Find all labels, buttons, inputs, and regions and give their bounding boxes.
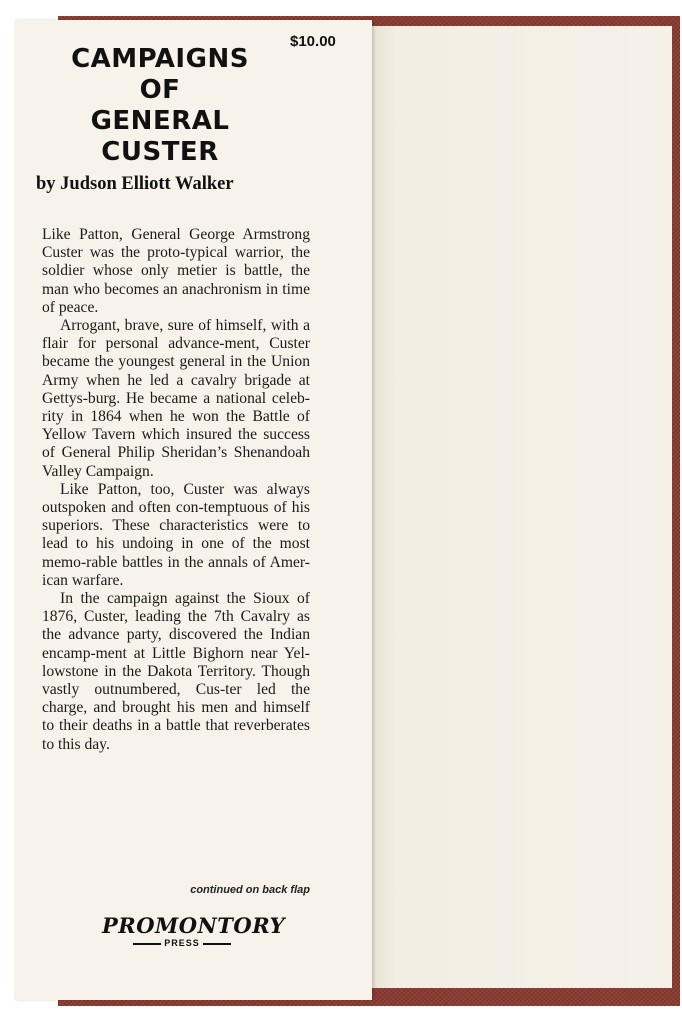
flap-description [42,226,310,754]
paragraph: Like Patton, too, Custer was always outspoken and often con-temptuous of his superiors. These characteristics were to lead to his undoing in one of the most memo-rable battles in the annals of Amer-ican warfare. [42,480,310,589]
paragraph: In the campaign against the Sioux of 1876, Custer, leading the 7th Cavalry as the advance party, discovered the Indian encamp-ment at Little Bighorn near Yel-lowstone in the Dakota Territory. Though vastly outnumbered, Cus-ter led the charge, and brought his men and himself to their deaths in a battle that reverberates to this day. [42,590,310,753]
publisher-sub: PRESS [102,938,262,948]
price-label: $10.00 [290,33,336,50]
book-title [40,44,280,168]
title-line: GENERAL [90,106,230,136]
title-line: OF [139,75,181,105]
continued-note: continued on back flap [190,884,310,896]
publisher-name: PROMONTORY [102,913,285,938]
endpaper [366,26,672,988]
paragraph: Arrogant, brave, sure of himself, with a flair for personal advance-ment, Custer became the youngest general in the Union Army when he led a cavalry brigade at Gettys-burg. He became a national celeb-rity in 1864 when he won the Battle of Yellow Tavern which insured the success of General Philip Sheridan’s Shenandoah Valley Campaign. [42,317,310,480]
paragraph: Like Patton, General George Armstrong Custer was the proto-typical warrior, the soldier whose only metier is battle, the man who becomes an anachronism in time of peace. [42,226,310,316]
title-line: CUSTER [101,137,219,167]
author-byline: by Judson Elliott Walker [36,174,234,194]
publisher-logo [102,913,285,948]
title-line: CAMPAIGNS [71,44,249,74]
